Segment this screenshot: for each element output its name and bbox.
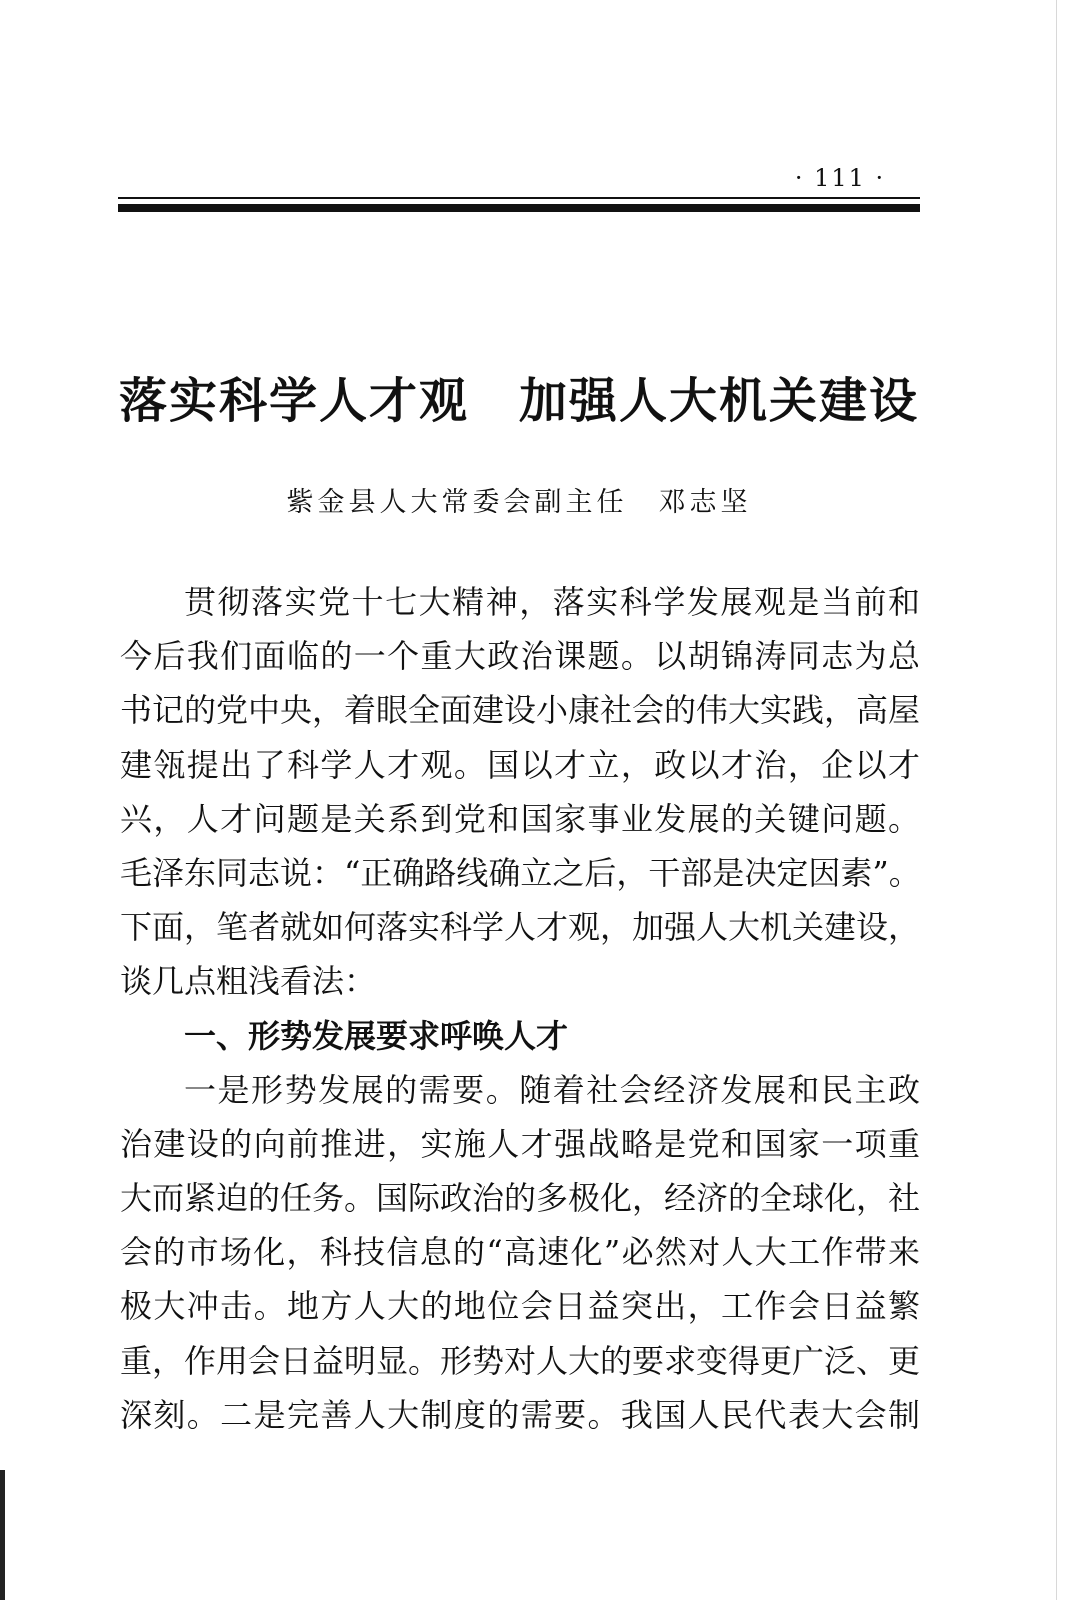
body-line: 今后我们面临的一个重大政治课题。以胡锦涛同志为总 bbox=[120, 637, 920, 676]
body-line: 会的市场化，科技信息的“高速化”必然对人大工作带来 bbox=[120, 1233, 920, 1272]
body-line: 大而紧迫的任务。国际政治的多极化，经济的全球化，社 bbox=[120, 1179, 921, 1218]
scan-binding-mark bbox=[0, 1470, 5, 1600]
body-line: 下面，笔者就如何落实科学人才观，加强人大机关建设， bbox=[120, 908, 921, 947]
page-number: · 111 · bbox=[794, 164, 886, 192]
body-line: 毛泽东同志说：“正确路线确立之后，干部是决定因素”。 bbox=[120, 853, 921, 892]
article-body bbox=[120, 575, 920, 1442]
body-line: 深刻。二是完善人大制度的需要。我国人民代表大会制 bbox=[120, 1395, 920, 1434]
article-title: 落实科学人才观 加强人大机关建设 bbox=[118, 373, 919, 429]
section-heading: 一、形势发展要求呼唤人才 bbox=[184, 1016, 569, 1055]
body-line: 极大冲击。地方人大的地位会日益突出，工作会日益繁 bbox=[120, 1287, 920, 1326]
body-line: 书记的党中央，着眼全面建设小康社会的伟大实践，高屋 bbox=[120, 691, 921, 730]
body-line: 建瓴提出了科学人才观。国以才立，政以才治，企以才 bbox=[120, 745, 920, 784]
header-rule-thin bbox=[118, 197, 920, 199]
body-line: 谈几点粗浅看法： bbox=[120, 962, 377, 1001]
body-line: 兴，人才问题是关系到党和国家事业发展的关键问题。 bbox=[120, 799, 920, 838]
scan-edge-line bbox=[1056, 0, 1057, 1600]
header-rule-thick bbox=[118, 204, 920, 212]
body-line: 一是形势发展的需要。随着社会经济发展和民主政 bbox=[184, 1070, 920, 1109]
body-line: 贯彻落实党十七大精神，落实科学发展观是当前和 bbox=[184, 583, 920, 621]
author-byline: 紫金县人大常委会副主任 邓志坚 bbox=[286, 487, 752, 518]
body-line: 治建设的向前推进，实施人才强战略是党和国家一项重 bbox=[120, 1124, 920, 1163]
body-line: 重，作用会日益明显。形势对人大的要求变得更广泛、更 bbox=[120, 1341, 921, 1380]
